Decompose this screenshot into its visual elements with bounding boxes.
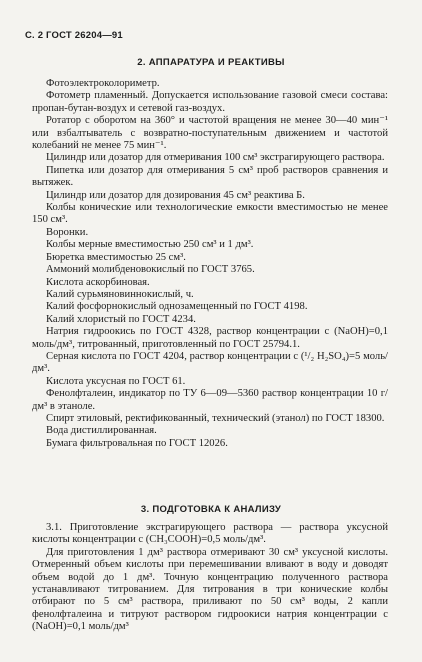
paragraph: Натрия гидроокись по ГОСТ 4328, раствор концентрации с (NaOH)=0,1 моль/дм³, титрованный, приготовленный по ГОСТ 25794.1. xyxy=(32,326,388,350)
paragraph: Цилиндр или дозатор для дозирования 45 см³ реактива Б. xyxy=(46,189,305,201)
paragraph: Ротатор с оборотом на 360° и частотой вращения не менее 30—40 мин⁻¹ или взбалтыватель с возвратно-поступательным движением и частотой колебаний не менее 75 мин⁻¹. xyxy=(32,115,388,152)
paragraph: Фотоэлектроколориметр. xyxy=(46,78,160,89)
paragraph: Кислота уксусная по ГОСТ 61. xyxy=(46,375,186,387)
paragraph: Бюретка вместимостью 25 см³. xyxy=(46,251,186,263)
paragraph: Для приготовления 1 дм³ раствора отмеривают 30 см³ уксусной кислоты. Отмеренный объем кислоты при перемешивании вливают в воду и доводят объем водой до 1 дм³. Точную концентрацию полученного раствора устанавливают титрованием. Для титрования в три конические колбы отбирают по 5 см³ раствора, приливают по 50 см³ воды, 2 капли фенолфталеина и титруют раствором гидроокиси натрия концентрации с (NaOH)=0,1 моль/дм³ xyxy=(32,546,388,633)
page-header: С. 2 ГОСТ 26204—91 xyxy=(25,30,123,41)
paragraph: Фенолфталеин, индикатор по ТУ 6—09—5360 раствор концентрации 10 г/дм³ в этаноле. xyxy=(32,388,388,412)
section-2-body xyxy=(32,78,388,450)
paragraph: Фотометр пламенный. Допускается использование газовой смеси состава: пропан-бутан-воздух и сетевой газ-воздух. xyxy=(32,90,388,114)
paragraph: Аммоний молибденовокислый по ГОСТ 3765. xyxy=(46,264,255,276)
paragraph: Воронки. xyxy=(46,226,89,238)
paragraph: 3.1. Приготовление экстрагирующего раствора — раствора уксусной кислоты концентрации с (CH₃COOH)=0,5 моль/дм³. xyxy=(32,522,388,546)
paragraph: Бумага фильтровальная по ГОСТ 12026. xyxy=(46,437,228,449)
paragraph: Вода дистиллированная. xyxy=(46,425,157,437)
paragraph: Спирт этиловый, ректификованный, технический (этанол) по ГОСТ 18300. xyxy=(46,412,385,424)
paragraph: Калий хлористый по ГОСТ 4234. xyxy=(46,313,196,325)
section-3-body xyxy=(32,522,388,634)
section-3-heading: 3. ПОДГОТОВКА К АНАЛИЗУ xyxy=(140,504,282,515)
paragraph: Колбы мерные вместимостью 250 см³ и 1 дм³. xyxy=(46,239,254,251)
paragraph: Кислота аскорбиновая. xyxy=(46,276,150,288)
paragraph: Серная кислота по ГОСТ 4204, раствор концентрации с (¹/₂ H₂SO₄)=5 моль/дм³. xyxy=(32,350,388,375)
paragraph: Калий фосфорнокислый однозамещенный по ГОСТ 4198. xyxy=(46,301,308,313)
paragraph: Цилиндр или дозатор для отмеривания 100 см³ экстрагирующего раствора. xyxy=(46,152,385,164)
paragraph: Колбы конические или технологические емкости вместимостью не менее 150 см³. xyxy=(32,202,388,226)
section-2-heading: 2. АППАРАТУРА И РЕАКТИВЫ xyxy=(137,57,285,68)
paragraph: Пипетка или дозатор для отмеривания 5 см³ проб растворов сравнения и вытяжек. xyxy=(32,164,388,189)
paragraph: Калий сурьмяновиннокислый, ч. xyxy=(46,288,194,300)
